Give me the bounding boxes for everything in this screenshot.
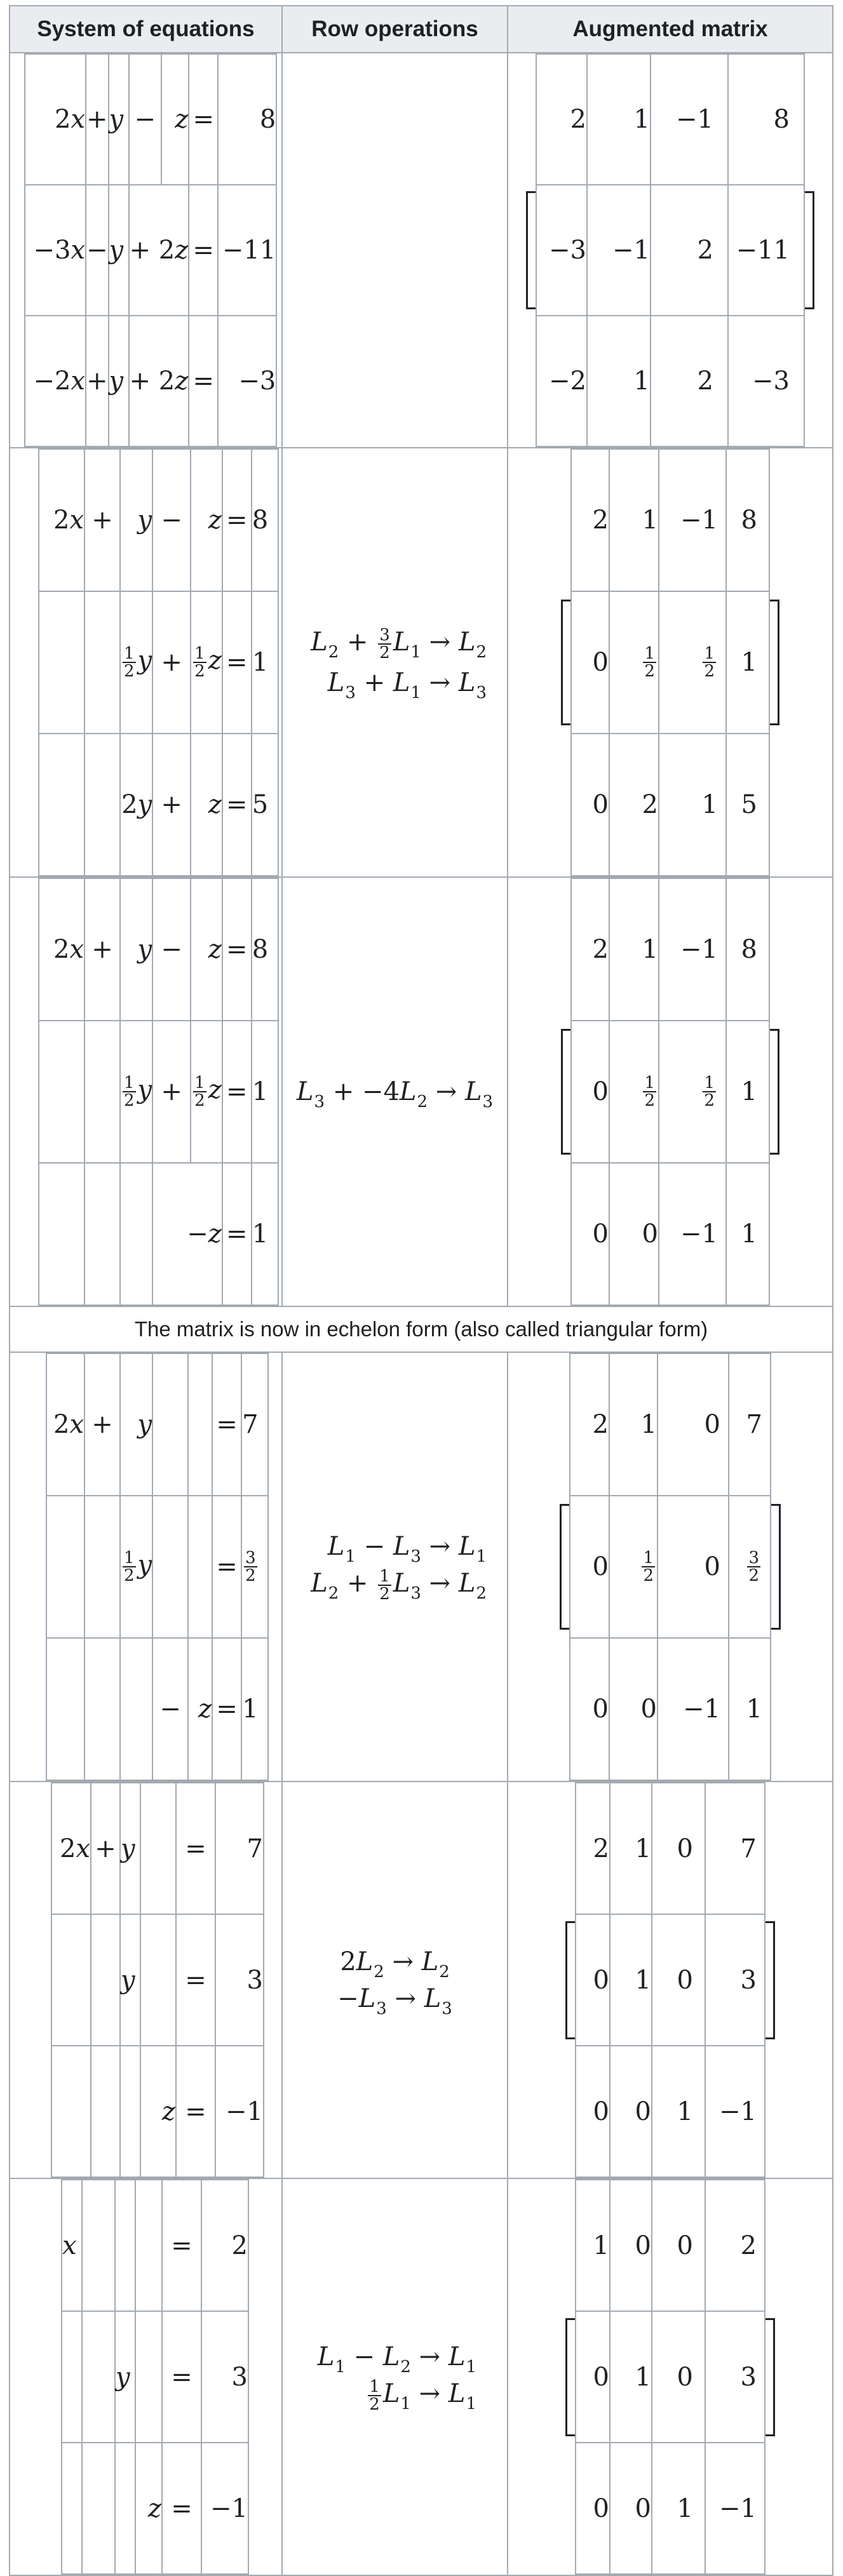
right-bracket (771, 1504, 781, 1630)
equation-row: z = −1 (62, 2443, 248, 2574)
row-operations-cell (282, 2178, 508, 2575)
equation-row: z = −1 (51, 2046, 264, 2177)
matrix-grid (575, 2179, 765, 2575)
equation-system (24, 53, 277, 447)
row-operations (283, 1947, 507, 2018)
system-cell (10, 2178, 282, 2575)
variable-z: z (175, 366, 189, 396)
matrix-entry: 2 (705, 2180, 765, 2311)
matrix-entry: 0 (610, 2443, 652, 2574)
matrix-entry: 0 (652, 2311, 705, 2443)
matrix-entry: 3 (705, 1914, 765, 2046)
equation-row: 2x + y − z = 8 (39, 878, 278, 1021)
rhs-value: 8 (252, 878, 278, 1021)
matrix-cell (508, 2178, 833, 2575)
equals-sign: = (189, 316, 218, 446)
equation-row: y = 3 (62, 2311, 248, 2443)
equation-row: $\frac{1}{2}$ y + $\frac{1}{2}$ z = 1 (39, 591, 278, 734)
operator: + (86, 316, 109, 446)
matrix-entry: 1 (652, 2443, 705, 2574)
matrix-entry: 0 (576, 2046, 610, 2177)
matrix-grid: 2 1 0 7 0 $\frac{1}{2}$ 0 $\frac{3}{2}$ 0 0 −1 1 (569, 1353, 771, 1781)
system-cell (10, 448, 282, 877)
matrix-entry: 1 (726, 1021, 769, 1163)
matrix-entry: 0 (610, 2046, 652, 2177)
rhs-value: 8 (252, 449, 278, 591)
gaussian-elimination-table (9, 5, 833, 2576)
equation-row: $\frac{1}{2}$ y = $\frac{3}{2}$ (46, 1496, 268, 1638)
equation-row: y = 3 (51, 1914, 264, 2046)
augmented-matrix (508, 878, 832, 1306)
equation-system (46, 1353, 269, 1781)
matrix-entry: 0 (576, 1914, 610, 2046)
matrix-entry: 0 (570, 1496, 609, 1638)
equation-system (51, 1782, 264, 2178)
variable-z: z (175, 105, 189, 134)
equation-system (61, 2179, 249, 2575)
system-cell (10, 877, 282, 1306)
matrix-cell (508, 1781, 833, 2178)
matrix-entry: 1 (610, 1914, 652, 2046)
matrix-entry: 1 (726, 1163, 769, 1305)
left-bracket (561, 600, 570, 725)
header-row-operations: Row operations (282, 6, 508, 53)
matrix-entry: −1 (705, 2046, 765, 2177)
matrix-entry: 2 (651, 185, 728, 316)
rhs-value: 2 (201, 2180, 248, 2311)
matrix-entry: 2 (609, 734, 659, 876)
table-row (10, 448, 833, 877)
equation-row: x = 2 (62, 2180, 248, 2311)
row-operations (283, 1532, 507, 1602)
equation-row: 2y + z = 5 (39, 734, 278, 876)
matrix-entry: 1 (610, 2311, 652, 2443)
matrix-entry: 3 (705, 2311, 765, 2443)
matrix-entry: 1 (609, 1353, 658, 1496)
row-operations-cell (282, 448, 508, 877)
matrix-grid: 2 1 −1 8 0 $\frac{1}{2}$ $\frac{1}{2}$ 1 0 0 −1 1 (570, 878, 770, 1306)
matrix-entry: 1 (726, 591, 769, 734)
row-operations-cell (282, 53, 508, 448)
rhs-value: 7 (215, 1783, 264, 1914)
row-operations-cell (282, 1352, 508, 1781)
row-operation: $L_3 + L_1 \to L_3$ (327, 668, 487, 702)
right-bracket (765, 1921, 775, 2039)
rhs-value: 3 (201, 2311, 248, 2443)
rhs-value: 1 (241, 1638, 268, 1780)
matrix-entry: 2 (570, 1353, 609, 1496)
row-operation: $L_2$ + $\frac{1}{2}$ $L_3 \to L_2$ (311, 1567, 487, 1604)
matrix-entry: −1 (659, 1163, 726, 1305)
augmented-matrix (508, 448, 832, 876)
rhs-value: 3 (215, 1914, 264, 2046)
equation-row: 2x + y = 7 (51, 1783, 264, 1914)
matrix-entry: −1 (705, 2443, 765, 2574)
variable-x: x (71, 236, 85, 265)
equals-sign: = (189, 54, 218, 185)
rhs-value: −1 (215, 2046, 264, 2177)
matrix-entry: −1 (658, 1638, 729, 1780)
matrix-entry: 1 (729, 1638, 771, 1780)
row-operations (283, 1077, 507, 1111)
matrix-entry: 0 (652, 1783, 705, 1914)
table-row (10, 53, 833, 448)
left-bracket (565, 2318, 575, 2436)
matrix-entry: 7 (729, 1353, 771, 1496)
matrix-entry: 0 (571, 734, 609, 876)
equation-row: 2x + y − z = 8 (39, 449, 278, 591)
coefficient: 2 (54, 105, 71, 134)
right-bracket (770, 600, 779, 725)
echelon-note-row (10, 1306, 833, 1352)
table-row (10, 1352, 833, 1781)
matrix-entry: 1 (609, 449, 659, 591)
matrix-entry: 0 (652, 1914, 705, 2046)
right-bracket (765, 2318, 775, 2436)
matrix-entry: 0 (576, 2311, 610, 2443)
coefficient: −2 (33, 366, 71, 396)
matrix-entry: 0 (576, 2443, 610, 2574)
table-row (10, 877, 833, 1306)
row-operations-cell (282, 877, 508, 1306)
row-operation: $L_3 + -4L_2 \to L_3$ (296, 1077, 494, 1111)
matrix-grid (575, 1782, 765, 2178)
left-bracket (561, 1029, 570, 1155)
equation-row (25, 54, 276, 185)
operator: − (129, 54, 162, 185)
matrix-entry: 1 (576, 2180, 610, 2311)
row-operations (283, 626, 507, 702)
variable-x: x (71, 105, 85, 134)
matrix-entry: 0 (609, 1638, 658, 1780)
matrix-entry: −3 (536, 185, 587, 316)
matrix-entry: 2 (576, 1783, 610, 1914)
matrix-entry: −1 (651, 54, 728, 185)
coefficient: −3 (33, 236, 71, 265)
matrix-entry: −1 (587, 185, 651, 316)
table-row (10, 2178, 833, 2575)
equation-row: 2x + y = 7 (46, 1353, 268, 1496)
augmented-matrix (508, 2179, 832, 2575)
row-operations-cell (282, 1781, 508, 2178)
matrix-entry: 1 (609, 878, 659, 1021)
matrix-entry: 5 (726, 734, 769, 876)
matrix-entry: −1 (659, 449, 726, 591)
matrix-entry: −1 (659, 878, 726, 1021)
rhs-value: 1 (252, 1021, 278, 1163)
rhs-value: −11 (218, 185, 276, 316)
matrix-entry: 2 (571, 878, 609, 1021)
system-cell (10, 53, 282, 448)
matrix-entry: 0 (571, 591, 609, 734)
matrix-entry: 2 (536, 54, 587, 185)
equation-row: −z = 1 (39, 1163, 278, 1305)
rhs-value: 1 (252, 1163, 278, 1305)
matrix-entry: 0 (571, 1163, 609, 1305)
variable-z: z (175, 236, 189, 265)
row-operation: $\frac{1}{2}$ $L_1 \to L_1$ (369, 2377, 476, 2414)
left-bracket (526, 191, 536, 309)
system-cell (10, 1781, 282, 2178)
table-row (10, 1781, 833, 2178)
rhs-value: 8 (218, 54, 276, 185)
rhs-value: −3 (218, 316, 276, 446)
equation-row (25, 185, 276, 316)
matrix-entry: 0 (652, 2180, 705, 2311)
operator: − (86, 185, 109, 316)
left-bracket (565, 1921, 575, 2039)
matrix-entry: 0 (658, 1496, 729, 1638)
matrix-entry: 8 (728, 54, 804, 185)
matrix-grid: 2 1 −1 8 0 $\frac{1}{2}$ $\frac{1}{2}$ 1 0 2 1 5 (570, 448, 770, 876)
matrix-entry: 2 (651, 316, 728, 446)
row-operation: $L_1 - L_3 \to L_1$ (327, 1532, 487, 1566)
matrix-entry: 1 (659, 734, 726, 876)
system-cell (10, 1352, 282, 1781)
rhs-value: 7 (241, 1353, 268, 1496)
variable-y: y (109, 366, 124, 396)
matrix-cell (508, 1352, 833, 1781)
augmented-matrix (508, 53, 832, 447)
matrix-cell (508, 877, 833, 1306)
equation-row: $\frac{1}{2}$ y + $\frac{1}{2}$ z = 1 (39, 1021, 278, 1163)
header-row (10, 6, 833, 53)
matrix-grid (536, 53, 805, 447)
left-bracket (560, 1504, 569, 1630)
matrix-entry: 1 (610, 1783, 652, 1914)
matrix-entry: 8 (726, 878, 769, 1021)
variable-x: x (71, 366, 85, 396)
echelon-note: The matrix is now in echelon form (also called triangular form) (10, 1306, 833, 1352)
matrix-entry: 1 (652, 2046, 705, 2177)
matrix-entry: 0 (609, 1163, 659, 1305)
matrix-entry: −2 (536, 316, 587, 446)
variable-y: y (109, 236, 124, 265)
coefficient: + 2 (129, 236, 175, 265)
matrix-cell (508, 448, 833, 877)
matrix-entry: 1 (587, 316, 651, 446)
header-system: System of equations (10, 6, 282, 53)
matrix-cell (508, 53, 833, 448)
matrix-entry: 0 (570, 1638, 609, 1780)
equation-row (25, 316, 276, 446)
augmented-matrix (508, 1353, 832, 1781)
rhs-value: −1 (201, 2443, 248, 2574)
matrix-entry: 0 (658, 1353, 729, 1496)
right-bracket (805, 191, 814, 309)
matrix-entry: 1 (587, 54, 651, 185)
row-operation: $2L_2 \to L_2$ (340, 1947, 450, 1982)
variable-y: y (109, 105, 124, 134)
rhs-value: 5 (252, 734, 278, 876)
row-operations (283, 2342, 507, 2412)
equals-sign: = (189, 185, 218, 316)
header-augmented-matrix: Augmented matrix (508, 6, 833, 53)
coefficient: + 2 (129, 366, 175, 396)
row-operation: $L_1 - L_2 \to L_1$ (317, 2342, 476, 2377)
augmented-matrix (508, 1782, 832, 2178)
matrix-entry: 0 (610, 2180, 652, 2311)
matrix-entry: −3 (728, 316, 804, 446)
equation-system (38, 878, 279, 1306)
matrix-entry: 7 (705, 1783, 765, 1914)
matrix-entry: 8 (726, 449, 769, 591)
matrix-entry: 2 (571, 449, 609, 591)
operator: + (86, 54, 109, 185)
right-bracket (770, 1029, 779, 1155)
matrix-entry: 0 (571, 1021, 609, 1163)
matrix-entry: −11 (728, 185, 804, 316)
row-operation: $L_2$ + $\frac{3}{2}$ $L_1 \to L_2$ (311, 626, 487, 662)
row-operation: $-L_3 \to L_3$ (337, 1983, 452, 2018)
equation-row: − z = 1 (46, 1638, 268, 1780)
equation-system (38, 448, 279, 876)
rhs-value: 1 (252, 591, 278, 734)
